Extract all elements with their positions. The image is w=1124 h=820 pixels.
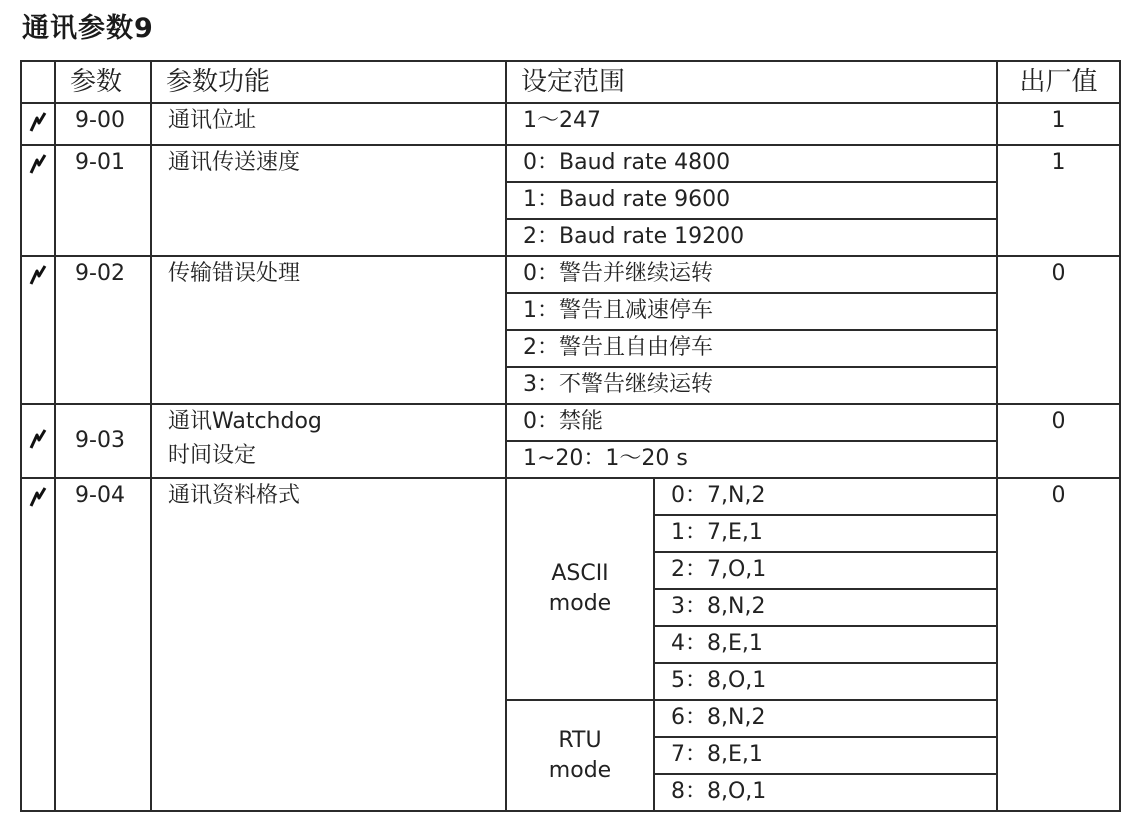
format-option: 7：8,E,1	[654, 737, 997, 774]
param-number: 9-04	[55, 478, 151, 811]
parameter-table	[20, 60, 1121, 812]
header-param-num: 参数	[55, 61, 151, 103]
param-function-line-2: 时间设定	[168, 443, 257, 468]
range-option: 0：禁能	[506, 404, 997, 441]
rtu-mode-line-1: RTU	[558, 727, 602, 753]
table-header-row	[21, 61, 1120, 103]
header-icon-cell	[21, 61, 55, 103]
param-number: 9-03	[55, 404, 151, 478]
range-option: 1~20：1～20 s	[506, 441, 997, 478]
header-setting-range: 设定范围	[506, 61, 997, 103]
format-option: 0：7,N,2	[654, 478, 997, 515]
table-row	[21, 478, 1120, 515]
range-option: 0：Baud rate 4800	[506, 145, 997, 182]
format-option: 4：8,E,1	[654, 626, 997, 663]
rtu-mode-line-2: mode	[548, 757, 612, 783]
page-title: 通讯参数9	[22, 13, 154, 44]
table-row	[21, 103, 1120, 145]
param-function	[151, 404, 506, 478]
bolt-icon	[21, 103, 55, 145]
format-option: 5：8,O,1	[654, 663, 997, 700]
param-number: 9-02	[55, 256, 151, 404]
bolt-icon	[21, 145, 55, 256]
param-default: 0	[997, 404, 1120, 478]
param-default: 0	[997, 256, 1120, 404]
bolt-icon	[21, 404, 55, 478]
ascii-mode-line-1: ASCII	[551, 561, 609, 586]
param-function: 通讯资料格式	[151, 478, 506, 811]
param-range: 1～247	[506, 103, 997, 145]
format-option: 3：8,N,2	[654, 589, 997, 626]
range-option: 3：不警告继续运转	[506, 367, 997, 404]
header-factory-default: 出厂值	[997, 61, 1120, 103]
param-function-line-1: 通讯Watchdog	[168, 409, 322, 434]
ascii-mode-label	[506, 478, 654, 700]
rtu-mode-label	[506, 700, 654, 811]
bolt-icon	[21, 478, 55, 811]
table-row	[21, 256, 1120, 293]
format-option: 6：8,N,2	[654, 700, 997, 737]
param-default: 0	[997, 478, 1120, 811]
param-function: 通讯位址	[151, 103, 506, 145]
param-default: 1	[997, 145, 1120, 256]
table-row	[21, 145, 1120, 182]
range-option: 1：Baud rate 9600	[506, 182, 997, 219]
format-option: 8：8,O,1	[654, 774, 997, 811]
param-number: 9-01	[55, 145, 151, 256]
range-option: 2：警告且自由停车	[506, 330, 997, 367]
format-option: 1：7,E,1	[654, 515, 997, 552]
range-option: 0：警告并继续运转	[506, 256, 997, 293]
ascii-mode-line-2: mode	[548, 591, 612, 616]
bolt-icon	[21, 256, 55, 404]
range-option: 2：Baud rate 19200	[506, 219, 997, 256]
format-option: 2：7,O,1	[654, 552, 997, 589]
header-param-function: 参数功能	[151, 61, 506, 103]
range-option: 1：警告且减速停车	[506, 293, 997, 330]
param-function: 通讯传送速度	[151, 145, 506, 256]
table-row	[21, 404, 1120, 441]
param-default: 1	[997, 103, 1120, 145]
param-function: 传输错误处理	[151, 256, 506, 404]
param-number: 9-00	[55, 103, 151, 145]
